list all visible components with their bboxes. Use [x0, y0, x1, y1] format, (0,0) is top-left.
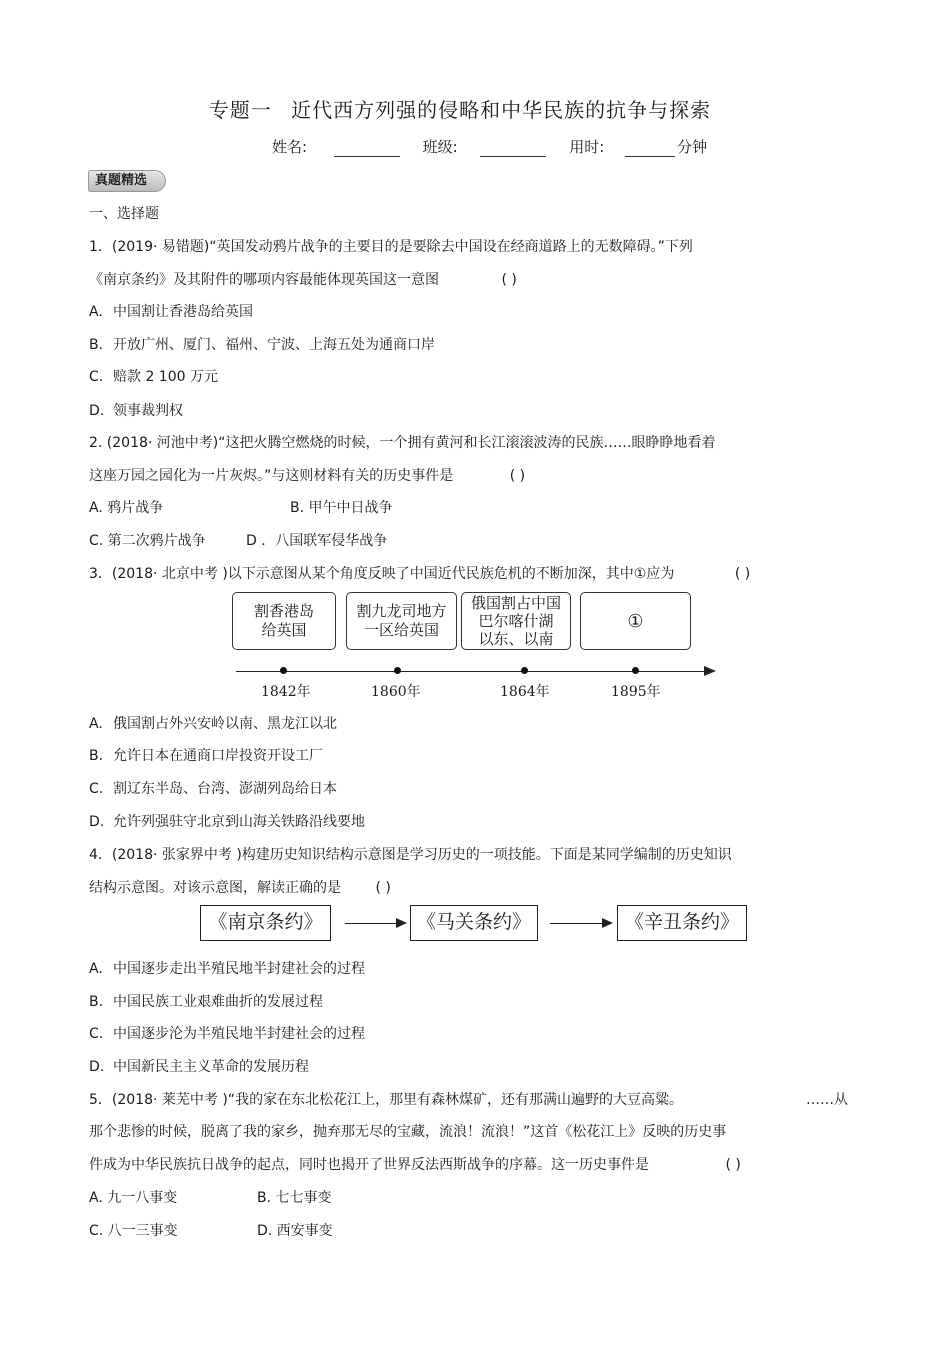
option-text: 中国新民主主义革命的发展历程 [113, 1059, 309, 1075]
arrow-right-icon [602, 918, 613, 928]
q1-stem-line1: 1．(2019· 易错题)“英国发动鸦片战争的主要目的是要除去中国设在经商道路上的无数障碍。”下列 [89, 239, 693, 255]
student-info-row [272, 136, 707, 157]
page-title [0, 94, 920, 123]
option-text: 中国逐步走出半殖民地半封建社会的过程 [113, 961, 365, 977]
q5-answer-paren[interactable]: ( ) [725, 1157, 741, 1173]
option-letter: D. [89, 403, 105, 419]
timeline-box-text: 俄国割占中国 巴尔喀什湖 以东、以南 [470, 594, 561, 648]
q5-stem-line3 [89, 1154, 741, 1174]
q1-stem-line2 [89, 269, 517, 289]
time-blank[interactable] [625, 142, 675, 157]
q5-stem-line2: 那个悲惨的时候，脱离了我的家乡，抛弃那无尽的宝藏，流浪！流浪！”这首《松花江上》反映的历史事 [89, 1124, 727, 1140]
option-text: 中国民族工业艰难曲折的发展过程 [113, 994, 323, 1010]
name-label: 姓名: [272, 138, 308, 156]
q2-option-a[interactable]: A. 鸦片战争 [89, 500, 164, 516]
option-text: 俄国割占外兴安岭以南、黑龙江以北 [113, 716, 337, 732]
timeline-dot [521, 667, 528, 674]
q3-option-b[interactable] [89, 745, 323, 765]
option-letter: B. [89, 748, 104, 764]
q2-stem-line1: 2. (2018· 河池中考)“这把火腾空燃烧的时候，一个拥有黄河和长江滚滚波涛的民族……眼睁睁地看着 [89, 435, 716, 451]
q3-option-c[interactable] [89, 778, 337, 798]
q2-option-c[interactable]: C. 第二次鸦片战争 [89, 533, 206, 549]
time-unit: 分钟 [677, 138, 708, 156]
option-letter: A. [89, 961, 103, 977]
q4-option-d[interactable] [89, 1056, 309, 1076]
timeline-dot [394, 667, 401, 674]
timeline-year: 1895年 [611, 684, 661, 700]
timeline-dot [632, 667, 639, 674]
option-text: 领事裁判权 [113, 403, 183, 419]
option-letter: C. [89, 1026, 104, 1042]
option-text: 开放广州、厦门、福州、宁波、上海五处为通商口岸 [113, 337, 435, 353]
title-topic-number: 专题一 [208, 98, 272, 122]
option-letter: D. [89, 1059, 105, 1075]
option-text: 中国逐步沦为半殖民地半封建社会的过程 [113, 1026, 365, 1042]
timeline-box-1864 [461, 592, 571, 650]
q5-option-a[interactable]: A. 九一八事变 [89, 1190, 178, 1206]
q3-stem-text: 3．(2018· 北京中考 )以下示意图从某个角度反映了中国近代民族危机的不断加深，其中①应为 [89, 566, 675, 582]
q4-answer-paren[interactable]: ( ) [375, 880, 391, 896]
q4-option-c[interactable] [89, 1023, 365, 1043]
treaty-box-maguan: 《马关条约》 [410, 905, 538, 941]
q2-answer-paren[interactable]: ( ) [509, 468, 526, 484]
chain-arrow-line [345, 923, 396, 924]
title-topic-name: 近代西方列强的侵略和中华民族的抗争与探索 [291, 98, 712, 122]
q1-option-c[interactable] [89, 366, 218, 386]
q5-option-b[interactable]: B. 七七事变 [257, 1190, 332, 1206]
q1-option-d[interactable] [89, 400, 183, 420]
q5-option-d[interactable]: D. 西安事变 [257, 1223, 333, 1239]
q3-timeline-diagram [230, 592, 720, 704]
q4-option-b[interactable] [89, 991, 323, 1011]
q3-option-d[interactable] [89, 811, 365, 831]
arrow-right-icon [396, 918, 407, 928]
q4-treaty-chain [200, 905, 750, 943]
q2-stem-text: 这座万园之园化为一片灰烬。”与这则材料有关的历史事件是 [89, 468, 454, 484]
option-letter: D. [89, 814, 105, 830]
time-label: 用时: [569, 138, 605, 156]
treaty-box-nanjing: 《南京条约》 [200, 905, 331, 941]
option-letter: A. [89, 716, 103, 732]
timeline-year: 1860年 [371, 684, 421, 700]
q5-option-c[interactable]: C. 八一三事变 [89, 1223, 178, 1239]
q5-stem-text: 件成为中华民族抗日战争的起点，同时也揭开了世界反法西斯战争的序幕。这一历史事件是 [89, 1157, 649, 1173]
q2-option-b[interactable]: B. 甲午中日战争 [290, 500, 393, 516]
class-blank[interactable] [480, 142, 546, 157]
option-letter: B. [89, 337, 104, 353]
option-text: 允许日本在通商口岸投资开设工厂 [113, 748, 323, 764]
q3-option-a[interactable] [89, 713, 337, 733]
option-letter: C. [89, 781, 104, 797]
timeline-box-text: 割九龙司地方 一区给英国 [356, 602, 447, 639]
q5-stem-line1: 5．(2018· 莱芜中考 )“我的家在东北松花江上，那里有森林煤矿，还有那满山遍野的大豆高粱。 [89, 1092, 684, 1108]
q3-stem-line1 [89, 563, 750, 583]
section-badge: 真题精选 [88, 170, 166, 192]
name-blank[interactable] [334, 142, 400, 157]
option-letter: B. [89, 994, 104, 1010]
timeline-box-text: ① [627, 610, 644, 632]
section-heading: 一、选择题 [89, 206, 159, 222]
treaty-box-xinchou: 《辛丑条约》 [617, 905, 747, 941]
option-letter: A. [89, 304, 103, 320]
chain-arrow-line [550, 923, 602, 924]
timeline-box-1860 [346, 592, 457, 650]
timeline-year: 1864年 [500, 684, 550, 700]
q2-stem-line2 [89, 465, 525, 485]
q2-option-d[interactable]: D ．八国联军侵华战争 [246, 533, 388, 549]
q4-stem-text: 结构示意图。对该示意图，解读正确的是 [89, 880, 341, 896]
q4-stem-line1: 4．(2018· 张家界中考 )构建历史知识结构示意图是学习历史的一项技能。下面是某同学编制的历史知识 [89, 847, 732, 863]
timeline-year: 1842年 [261, 684, 311, 700]
class-label: 班级: [422, 138, 458, 156]
option-text: 中国割让香港岛给英国 [113, 304, 253, 320]
q4-stem-line2 [89, 877, 391, 897]
timeline-box-text: 割香港岛 给英国 [253, 602, 314, 639]
q5-stem-line1-tail: ……从 [806, 1092, 848, 1108]
option-text: 允许列强驻守北京到山海关铁路沿线要地 [113, 814, 365, 830]
timeline-box-1842 [232, 592, 336, 650]
q1-stem-text: 《南京条约》及其附件的哪项内容最能体现英国这一意图 [89, 272, 439, 288]
q4-option-a[interactable] [89, 958, 365, 978]
timeline-box-1895 [580, 592, 691, 650]
q1-answer-paren[interactable]: ( ) [501, 272, 517, 288]
timeline-arrow-icon [704, 666, 716, 676]
q1-option-b[interactable] [89, 334, 435, 354]
timeline-dot [280, 667, 287, 674]
option-text: 赔款 2 100 万元 [113, 369, 218, 385]
option-letter: C. [89, 369, 104, 385]
option-text: 割辽东半岛、台湾、澎湖列岛给日本 [113, 781, 337, 797]
q1-option-a[interactable] [89, 301, 253, 321]
q3-answer-paren[interactable]: ( ) [734, 566, 751, 582]
